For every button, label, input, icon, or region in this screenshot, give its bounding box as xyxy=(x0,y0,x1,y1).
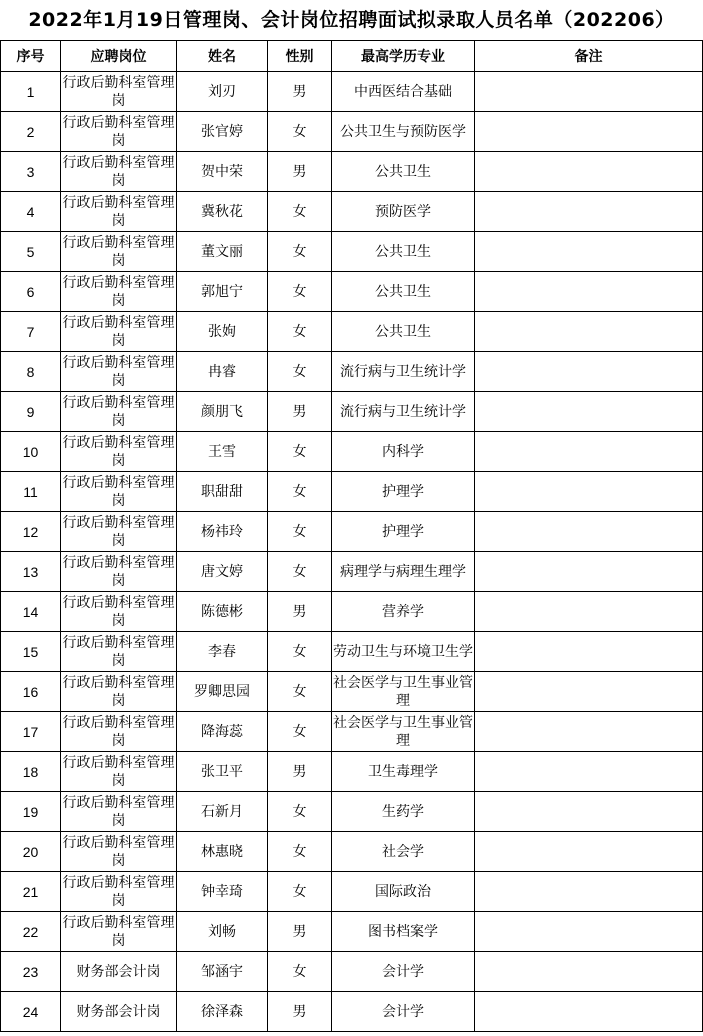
cell-name: 刘畅 xyxy=(177,912,268,952)
cell-major: 流行病与卫生统计学 xyxy=(332,392,475,432)
cell-position: 行政后勤科室管理岗 xyxy=(61,632,177,672)
cell-remark xyxy=(475,632,703,672)
cell-name: 冀秋花 xyxy=(177,192,268,232)
cell-major: 国际政治 xyxy=(332,872,475,912)
cell-gender: 男 xyxy=(268,392,332,432)
cell-name: 徐泽森 xyxy=(177,992,268,1032)
cell-remark xyxy=(475,192,703,232)
cell-name: 邹涵宇 xyxy=(177,952,268,992)
cell-position: 行政后勤科室管理岗 xyxy=(61,472,177,512)
cell-position: 行政后勤科室管理岗 xyxy=(61,312,177,352)
cell-name: 唐文婷 xyxy=(177,552,268,592)
cell-serial: 11 xyxy=(1,472,61,512)
table-body xyxy=(1,72,703,1032)
cell-name: 降海蕊 xyxy=(177,712,268,752)
cell-major: 公共卫生 xyxy=(332,272,475,312)
cell-serial: 13 xyxy=(1,552,61,592)
cell-name: 刘刃 xyxy=(177,72,268,112)
cell-serial: 14 xyxy=(1,592,61,632)
cell-name: 张卫平 xyxy=(177,752,268,792)
cell-name: 钟幸琦 xyxy=(177,872,268,912)
cell-remark xyxy=(475,512,703,552)
cell-major: 内科学 xyxy=(332,432,475,472)
table-row xyxy=(1,872,703,912)
table-row xyxy=(1,112,703,152)
cell-gender: 女 xyxy=(268,432,332,472)
candidate-table xyxy=(0,40,703,1032)
cell-gender: 女 xyxy=(268,312,332,352)
cell-serial: 24 xyxy=(1,992,61,1032)
cell-major: 预防医学 xyxy=(332,192,475,232)
cell-position: 行政后勤科室管理岗 xyxy=(61,112,177,152)
cell-remark xyxy=(475,472,703,512)
cell-gender: 女 xyxy=(268,272,332,312)
cell-major: 社会学 xyxy=(332,832,475,872)
cell-serial: 19 xyxy=(1,792,61,832)
cell-serial: 23 xyxy=(1,952,61,992)
cell-major: 中西医结合基础 xyxy=(332,72,475,112)
cell-gender: 男 xyxy=(268,592,332,632)
cell-remark xyxy=(475,832,703,872)
cell-name: 董文丽 xyxy=(177,232,268,272)
cell-major: 生药学 xyxy=(332,792,475,832)
cell-position: 行政后勤科室管理岗 xyxy=(61,392,177,432)
cell-remark xyxy=(475,792,703,832)
table-row xyxy=(1,352,703,392)
cell-serial: 12 xyxy=(1,512,61,552)
table-row xyxy=(1,72,703,112)
cell-name: 林惠晓 xyxy=(177,832,268,872)
cell-major: 会计学 xyxy=(332,952,475,992)
cell-gender: 女 xyxy=(268,112,332,152)
cell-gender: 女 xyxy=(268,472,332,512)
cell-name: 李春 xyxy=(177,632,268,672)
cell-name: 冉睿 xyxy=(177,352,268,392)
cell-serial: 8 xyxy=(1,352,61,392)
cell-remark xyxy=(475,232,703,272)
header-remark: 备注 xyxy=(475,41,703,72)
cell-major: 病理学与病理生理学 xyxy=(332,552,475,592)
cell-name: 郭旭宁 xyxy=(177,272,268,312)
cell-gender: 女 xyxy=(268,632,332,672)
cell-name: 职甜甜 xyxy=(177,472,268,512)
cell-serial: 22 xyxy=(1,912,61,952)
cell-remark xyxy=(475,112,703,152)
header-name: 姓名 xyxy=(177,41,268,72)
cell-name: 颜朋飞 xyxy=(177,392,268,432)
table-row xyxy=(1,792,703,832)
cell-gender: 男 xyxy=(268,72,332,112)
cell-major: 社会医学与卫生事业管理 xyxy=(332,712,475,752)
cell-position: 行政后勤科室管理岗 xyxy=(61,712,177,752)
cell-remark xyxy=(475,672,703,712)
cell-position: 财务部会计岗 xyxy=(61,952,177,992)
cell-serial: 9 xyxy=(1,392,61,432)
header-serial: 序号 xyxy=(1,41,61,72)
table-row xyxy=(1,592,703,632)
cell-serial: 5 xyxy=(1,232,61,272)
cell-gender: 女 xyxy=(268,832,332,872)
cell-major: 护理学 xyxy=(332,472,475,512)
cell-major: 会计学 xyxy=(332,992,475,1032)
cell-remark xyxy=(475,592,703,632)
cell-major: 公共卫生与预防医学 xyxy=(332,112,475,152)
cell-gender: 女 xyxy=(268,792,332,832)
cell-major: 公共卫生 xyxy=(332,152,475,192)
cell-position: 行政后勤科室管理岗 xyxy=(61,752,177,792)
table-row xyxy=(1,632,703,672)
cell-serial: 3 xyxy=(1,152,61,192)
table-row xyxy=(1,432,703,472)
cell-gender: 女 xyxy=(268,352,332,392)
cell-remark xyxy=(475,872,703,912)
cell-position: 行政后勤科室管理岗 xyxy=(61,832,177,872)
table-row xyxy=(1,752,703,792)
cell-major: 流行病与卫生统计学 xyxy=(332,352,475,392)
cell-position: 行政后勤科室管理岗 xyxy=(61,912,177,952)
cell-position: 行政后勤科室管理岗 xyxy=(61,352,177,392)
cell-gender: 女 xyxy=(268,872,332,912)
cell-position: 行政后勤科室管理岗 xyxy=(61,272,177,312)
cell-name: 贺中荣 xyxy=(177,152,268,192)
cell-name: 张官婷 xyxy=(177,112,268,152)
cell-position: 行政后勤科室管理岗 xyxy=(61,152,177,192)
cell-position: 行政后勤科室管理岗 xyxy=(61,672,177,712)
cell-serial: 1 xyxy=(1,72,61,112)
cell-major: 图书档案学 xyxy=(332,912,475,952)
cell-position: 行政后勤科室管理岗 xyxy=(61,432,177,472)
cell-major: 营养学 xyxy=(332,592,475,632)
cell-gender: 女 xyxy=(268,952,332,992)
cell-serial: 10 xyxy=(1,432,61,472)
table-row xyxy=(1,512,703,552)
table-row xyxy=(1,192,703,232)
cell-serial: 16 xyxy=(1,672,61,712)
cell-remark xyxy=(475,152,703,192)
cell-gender: 女 xyxy=(268,232,332,272)
table-row xyxy=(1,472,703,512)
table-row xyxy=(1,672,703,712)
cell-position: 行政后勤科室管理岗 xyxy=(61,592,177,632)
cell-gender: 男 xyxy=(268,752,332,792)
cell-position: 行政后勤科室管理岗 xyxy=(61,552,177,592)
cell-major: 公共卫生 xyxy=(332,312,475,352)
cell-gender: 男 xyxy=(268,992,332,1032)
cell-name: 石新月 xyxy=(177,792,268,832)
cell-gender: 女 xyxy=(268,552,332,592)
cell-major: 卫生毒理学 xyxy=(332,752,475,792)
cell-name: 陈德彬 xyxy=(177,592,268,632)
table-header-row xyxy=(1,41,703,72)
cell-major: 公共卫生 xyxy=(332,232,475,272)
table-row xyxy=(1,152,703,192)
table-row xyxy=(1,232,703,272)
cell-gender: 女 xyxy=(268,512,332,552)
cell-remark xyxy=(475,752,703,792)
table-row xyxy=(1,312,703,352)
cell-gender: 男 xyxy=(268,152,332,192)
cell-position: 行政后勤科室管理岗 xyxy=(61,792,177,832)
cell-serial: 4 xyxy=(1,192,61,232)
cell-gender: 女 xyxy=(268,712,332,752)
cell-remark xyxy=(475,312,703,352)
table-row xyxy=(1,392,703,432)
cell-position: 行政后勤科室管理岗 xyxy=(61,872,177,912)
table-row xyxy=(1,712,703,752)
table-row xyxy=(1,952,703,992)
header-major: 最高学历专业 xyxy=(332,41,475,72)
cell-remark xyxy=(475,392,703,432)
cell-name: 罗卿思园 xyxy=(177,672,268,712)
cell-serial: 20 xyxy=(1,832,61,872)
cell-gender: 女 xyxy=(268,192,332,232)
cell-remark xyxy=(475,912,703,952)
header-position: 应聘岗位 xyxy=(61,41,177,72)
cell-position: 财务部会计岗 xyxy=(61,992,177,1032)
cell-serial: 17 xyxy=(1,712,61,752)
cell-remark xyxy=(475,352,703,392)
cell-position: 行政后勤科室管理岗 xyxy=(61,512,177,552)
cell-remark xyxy=(475,72,703,112)
table-row xyxy=(1,832,703,872)
cell-remark xyxy=(475,552,703,592)
table-row xyxy=(1,912,703,952)
cell-major: 护理学 xyxy=(332,512,475,552)
cell-remark xyxy=(475,272,703,312)
cell-name: 杨祎玲 xyxy=(177,512,268,552)
cell-name: 王雪 xyxy=(177,432,268,472)
cell-serial: 15 xyxy=(1,632,61,672)
cell-serial: 6 xyxy=(1,272,61,312)
cell-position: 行政后勤科室管理岗 xyxy=(61,192,177,232)
cell-gender: 女 xyxy=(268,672,332,712)
cell-remark xyxy=(475,992,703,1032)
cell-serial: 18 xyxy=(1,752,61,792)
cell-major: 社会医学与卫生事业管理 xyxy=(332,672,475,712)
cell-serial: 2 xyxy=(1,112,61,152)
cell-position: 行政后勤科室管理岗 xyxy=(61,72,177,112)
table-row xyxy=(1,552,703,592)
cell-gender: 男 xyxy=(268,912,332,952)
cell-position: 行政后勤科室管理岗 xyxy=(61,232,177,272)
header-gender: 性别 xyxy=(268,41,332,72)
table-row xyxy=(1,992,703,1032)
cell-remark xyxy=(475,952,703,992)
table-row xyxy=(1,272,703,312)
cell-name: 张姁 xyxy=(177,312,268,352)
cell-serial: 21 xyxy=(1,872,61,912)
cell-remark xyxy=(475,712,703,752)
cell-major: 劳动卫生与环境卫生学 xyxy=(332,632,475,672)
cell-serial: 7 xyxy=(1,312,61,352)
page-title: 2022年1月19日管理岗、会计岗位招聘面试拟录取人员名单（202206） xyxy=(28,9,675,31)
cell-remark xyxy=(475,432,703,472)
